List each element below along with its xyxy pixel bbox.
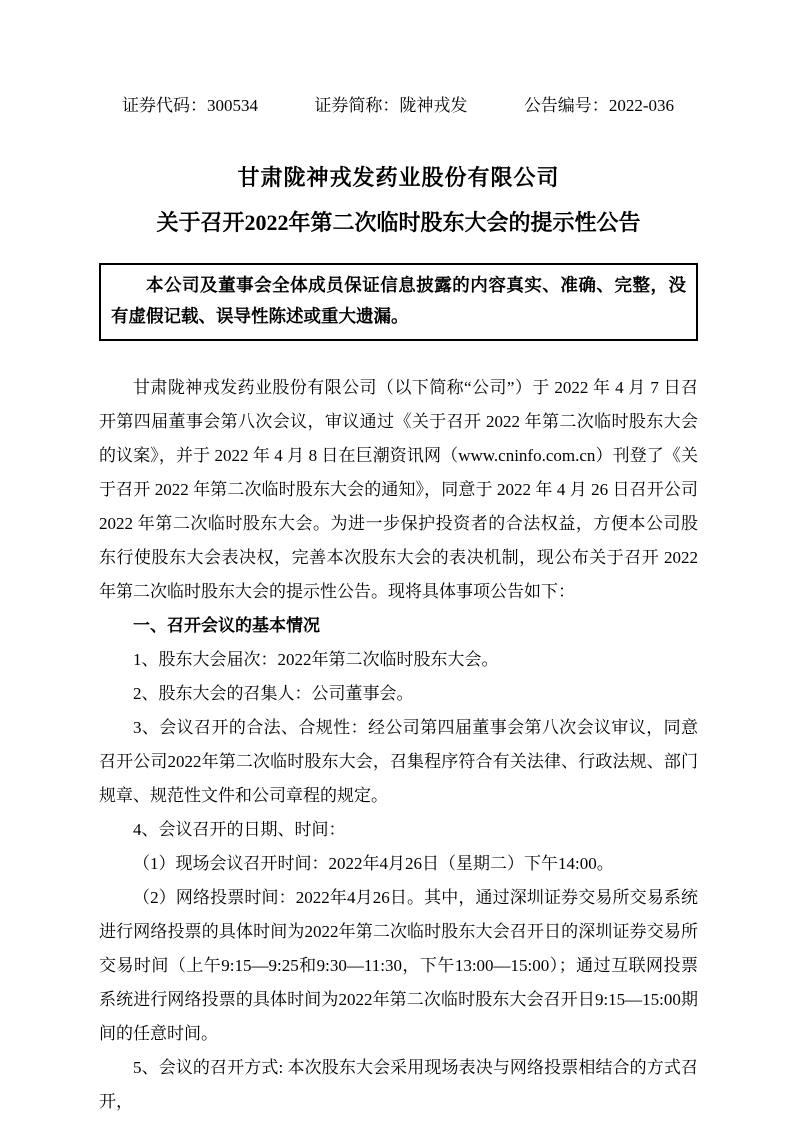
disclaimer-text: 本公司及董事会全体成员保证信息披露的内容真实、准确、完整，没有虚假记载、误导性陈述或重大遗漏。	[111, 275, 686, 326]
item-date-time: 4、会议召开的日期、时间：	[133, 820, 346, 839]
document-body	[99, 371, 698, 1119]
intro-paragraph: 甘肃陇神戎发药业股份有限公司（以下简称“公司”）于 2022 年 4 月 7 日召开第四届董事会第八次会议，审议通过《关于召开 2022 年第二次临时股东大会的议案》，并于 2022 年 4 月 8 日在巨潮资讯网（www.cninfo.com.cn）刊登了《关于召开 2022 年第二次临时股东大会的通知》，同意于 2022 年 4 月 26 日召开公司 2022 年第二次临时股东大会。为进一步保护投资者的合法权益，方便本公司股东行使股东大会表决权，完善本次股东大会的表决机制，现公布关于召开 2022 年第二次临时股东大会的提示性公告。现将具体事项公告如下：	[99, 378, 698, 601]
announcement-subtitle: 关于召开2022年第二次临时股东大会的提示性公告	[156, 210, 641, 235]
stock-code-label: 证券代码：	[122, 96, 207, 115]
stock-code	[122, 96, 258, 116]
announcement-number-value: 2022-036	[608, 96, 674, 115]
item-convening-method: 5、会议的召开方式: 本次股东大会采用现场表决与网络投票相结合的方式召开，	[99, 1058, 698, 1111]
item-online-voting-time: （2）网络投票时间：2022年4月26日。其中，通过深圳证券交易所交易系统进行网络投票的具体时间为2022年第二次临时股东大会召开日的深圳证券交易所交易时间（上午9:15—9:25和9:30—11:30，下午13:00—15:00）；通过互联网投票系统进行网络投票的具体时间为2022年第二次临时股东大会召开日9:15—15:00期间的任意时间。	[99, 888, 698, 1043]
document-header	[99, 96, 698, 116]
stock-name-label: 证券简称：	[314, 96, 400, 115]
stock-name-value: 陇神戎发	[399, 96, 468, 115]
company-title: 甘肃陇神戎发药业股份有限公司	[237, 165, 560, 190]
item-meeting-session: 1、股东大会届次：2022年第二次临时股东大会。	[133, 650, 499, 669]
disclaimer-box	[99, 263, 698, 341]
stock-name	[314, 96, 467, 116]
announcement-number	[524, 96, 674, 116]
item-onsite-meeting-time: （1）现场会议召开时间：2022年4月26日（星期二）下午14:00。	[133, 854, 614, 873]
item-legality: 3、会议召开的合法、合规性：经公司第四届董事会第八次会议审议，同意召开公司2022年第二次临时股东大会，召集程序符合有关法律、行政法规、部门规章、规范性文件和公司章程的规定。	[99, 718, 698, 805]
stock-code-value: 300534	[207, 96, 258, 115]
announcement-number-label: 公告编号：	[523, 96, 609, 115]
item-convener: 2、股东大会的召集人：公司董事会。	[133, 684, 414, 703]
section1-heading: 一、召开会议的基本情况	[133, 616, 320, 635]
